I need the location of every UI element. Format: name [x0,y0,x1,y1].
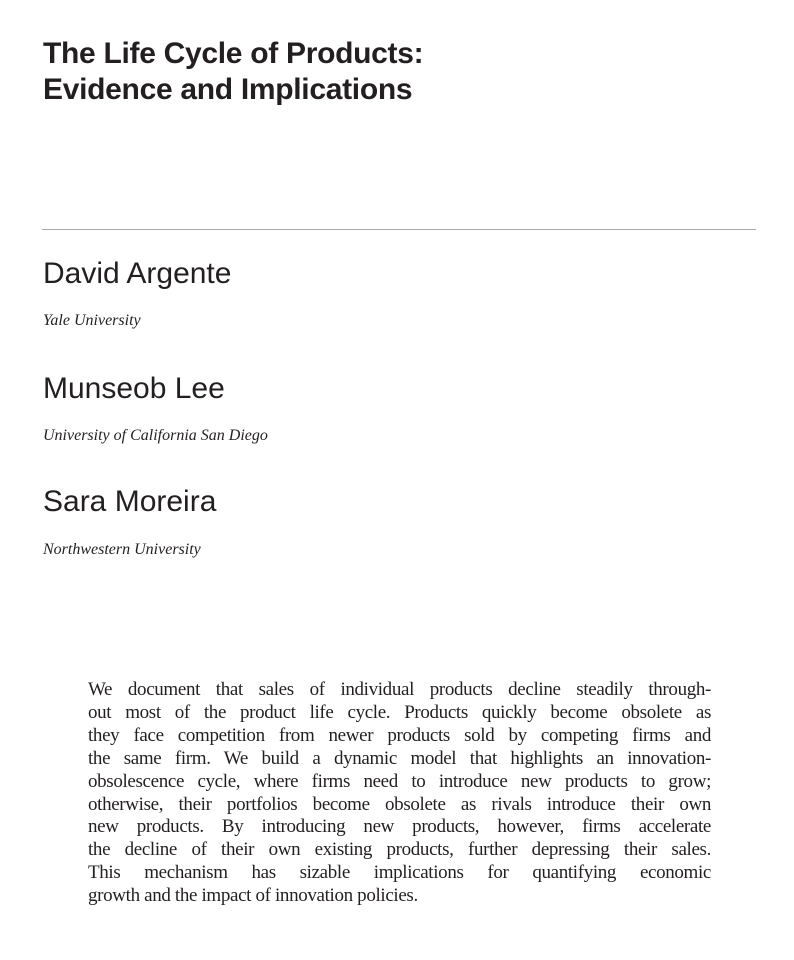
author-affiliation-1: Yale University [43,312,141,329]
paper-title-line-2: Evidence and Implications [43,73,413,106]
abstract-line-5: obsolescence cycle, where firms need to introduce new products to grow; [88,770,711,792]
abstract-line-9: This mechanism has sizable implications for quantifying economic [88,862,711,884]
abstract-line-1: We document that sales of individual products decline steadily through- [88,679,711,700]
abstract-line-2: out most of the product life cycle. Products quickly become obsolete as [88,701,711,723]
title-divider [42,229,756,230]
abstract-line-6: otherwise, their portfolios become obsolete as rivals introduce their own [88,793,711,815]
author-name-3: Sara Moreira [43,485,217,518]
abstract-line-10: growth and the impact of innovation policies. [88,885,418,907]
paper-title [43,36,423,108]
author-name-1: David Argente [43,257,232,290]
abstract-line-7: new products. By introducing new products, however, firms accelerate [88,816,711,838]
author-name-2: Munseob Lee [43,372,225,405]
paper-title-line-1: The Life Cycle of Products: [43,37,424,70]
abstract-line-8: the decline of their own existing products, further depressing their sales. [88,839,711,861]
abstract [88,679,711,908]
abstract-line-4: the same firm. We build a dynamic model that highlights an innovation- [88,747,711,769]
author-affiliation-2: University of California San Diego [43,427,268,444]
author-affiliation-3: Northwestern University [43,541,201,558]
abstract-line-3: they face competition from newer products sold by competing firms and [88,724,711,746]
